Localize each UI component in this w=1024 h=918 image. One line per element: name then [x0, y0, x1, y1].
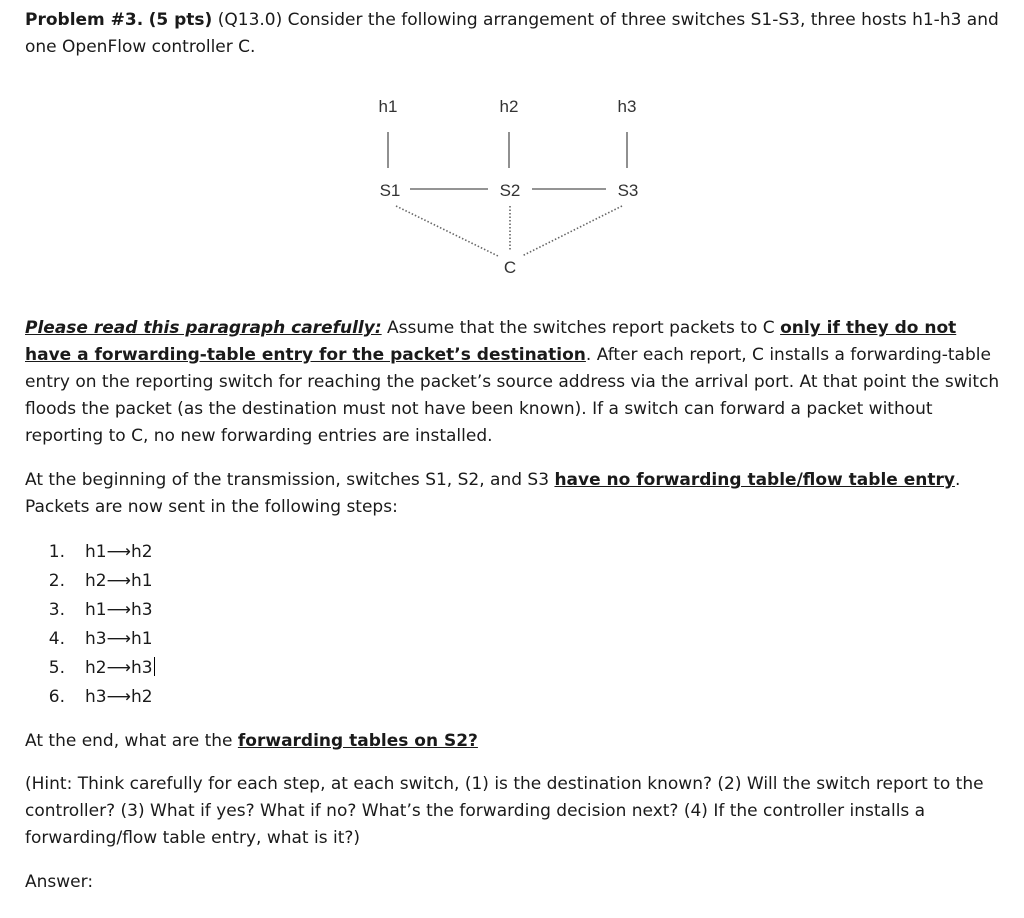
hint-paragraph: (Hint: Think carefully for each step, at each switch, (1) is the destination known? (2) Will the switch report to the controller? (3) What if yes? What if no? What’s the forwarding decision next? (4) If the controller installs a forwarding/flow table entry, what is it?) — [25, 774, 984, 848]
switch-s2-label: S2 — [499, 181, 521, 200]
step-item: 4. h3⟶h1 — [48, 629, 153, 649]
problem-title: Problem #3. — [25, 10, 144, 30]
network-diagram — [360, 88, 660, 283]
question-emphasis: forwarding tables on S2? — [237, 731, 478, 751]
text-cursor — [154, 657, 155, 676]
host-h1-label: h1 — [378, 97, 398, 116]
question-text-1: At the end, what are the — [25, 731, 238, 751]
question-text — [25, 728, 1002, 755]
step-item: 2. h2⟶h1 — [48, 571, 153, 591]
switch-s3-label: S3 — [617, 181, 639, 200]
control-link-s1-c — [396, 206, 498, 256]
paragraph2-emphasis: have no forwarding table/flow table entry — [554, 470, 955, 490]
paragraph2-text-2: . Packets are now sent in the following steps: — [25, 470, 961, 517]
instructions-paragraph — [25, 315, 1002, 450]
switch-s1-label: S1 — [379, 181, 401, 200]
problem-points: (5 pts) — [148, 10, 213, 30]
initial-state-paragraph — [25, 467, 1002, 521]
problem-intro: Consider the following arrangement of three switches S1-S3, three hosts h1-h3 and one OpenFlow controller C. — [25, 10, 999, 57]
paragraph1-emphasis: only if they do not have a forwarding-table entry for the packet’s destination — [25, 318, 957, 365]
steps-list — [35, 538, 1002, 712]
answer-label[interactable]: Answer: — [25, 872, 94, 892]
host-h3-label: h3 — [617, 97, 637, 116]
paragraph2-text-1: At the beginning of the transmission, switches S1, S2, and S3 — [25, 470, 555, 490]
step-item: 1. h1⟶h2 — [48, 542, 153, 562]
host-h2-label: h2 — [499, 97, 519, 116]
problem-statement — [25, 7, 1002, 61]
step-item: 5. h2⟶h3 — [48, 658, 153, 678]
problem-code: (Q13.0) — [217, 10, 283, 30]
paragraph1-text-1: Assume that the switches report packets to C — [381, 318, 781, 338]
paragraph1-text-2: . After each report, C installs a forwarding-table entry on the reporting switch for reaching the packet’s source address via the arrival port. At that point the switch floods the packet (as the destination must not have been known). If a switch can forward a packet without reporting to C, no new forwarding entries are installed. — [25, 345, 1000, 446]
control-link-s3-c — [522, 206, 622, 256]
controller-label: C — [503, 258, 517, 277]
step-item: 6. h3⟶h2 — [48, 687, 153, 707]
read-carefully-lead: Please read this paragraph carefully: — [25, 318, 382, 338]
step-item: 3. h1⟶h3 — [48, 600, 153, 620]
steps-list-container — [35, 538, 1002, 712]
